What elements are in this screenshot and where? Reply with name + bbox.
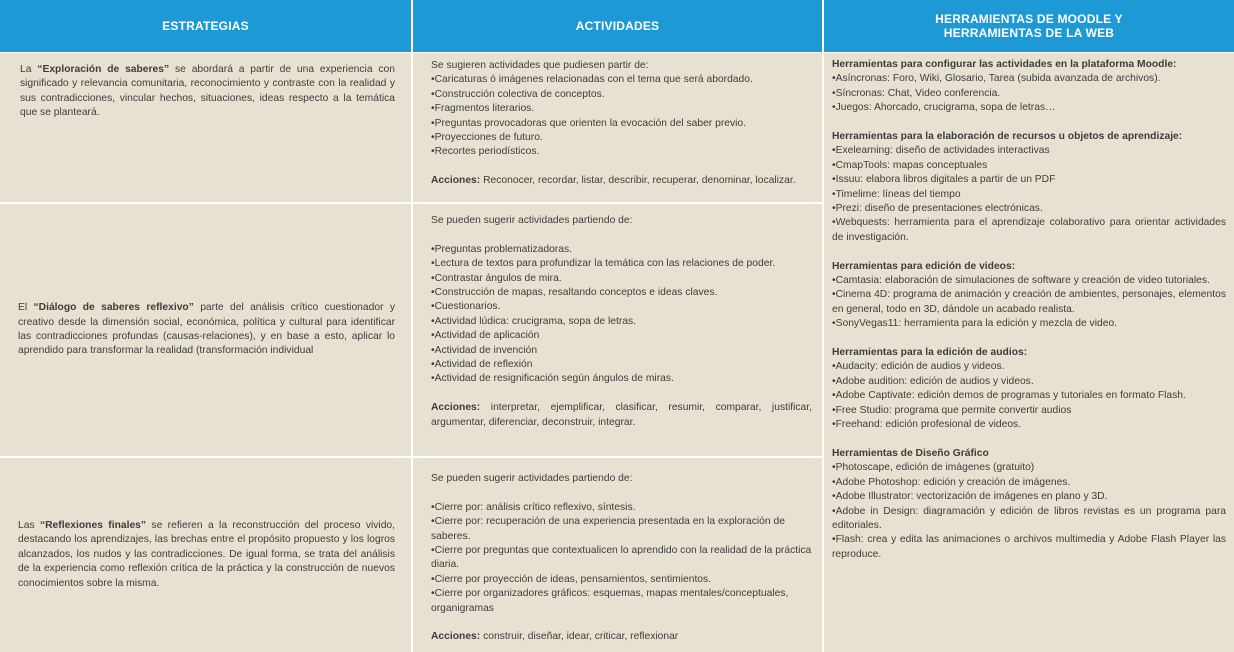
strategy-1-pre: La <box>20 64 38 75</box>
tools-section-title: Herramientas para la edición de audios: <box>832 347 1028 359</box>
list-item: •Cierre por: recuperación de una experiencia presentada en la exploración de saberes. <box>431 516 785 542</box>
acciones-text: construir, diseñar, idear, criticar, reflexionar <box>480 631 679 643</box>
activity-3-intro: Se pueden sugerir actividades partiendo de: <box>431 473 633 484</box>
list-item: •Adobe in Design: diagramación y edición de libros revistas es un programa para editoriales. <box>832 505 1226 531</box>
acciones-text: Reconocer, recordar, listar, describir, recuperar, denominar, localizar. <box>480 175 796 187</box>
header-herramientas-line1: HERRAMIENTAS DE MOODLE Y <box>935 12 1123 26</box>
list-item: •Contrastar ángulos de mira. <box>431 272 562 284</box>
tools-cell <box>824 53 1234 652</box>
list-item: •Adobe Photoshop: edición y creación de imágenes. <box>832 476 1071 488</box>
list-item: •Cierre por: análisis crítico reflexivo, síntesis. <box>431 501 636 513</box>
header-herramientas <box>824 0 1234 52</box>
list-item: •CmapTools: mapas conceptuales <box>832 159 988 171</box>
list-item: •Adobe audition: edición de audios y videos. <box>832 375 1034 387</box>
list-item: •Exelearning: diseño de actividades interactivas <box>832 145 1050 157</box>
acciones-label: Acciones: <box>431 175 481 187</box>
acciones-text: interpretar, ejemplificar, clasificar, resumir, comparar, justificar, argumentar, diferenciar, deconstruir, integrar. <box>431 402 812 428</box>
strategy-cell-1 <box>0 53 411 202</box>
list-item: •Cierre por proyección de ideas, pensamientos, sentimientos. <box>431 573 712 585</box>
list-item: •Preguntas problematizadoras. <box>431 243 572 255</box>
strategy-3-title: “Reflexiones finales” <box>39 519 147 531</box>
list-item: •Free Studio: programa que permite convertir audios <box>832 404 1072 416</box>
list-item: •Construcción de mapas, resaltando conceptos e ideas claves. <box>431 287 718 299</box>
list-item: •Actividad lúdica: crucigrama, sopa de letras. <box>431 315 637 327</box>
tools-section-title: Herramientas de Diseño Gráfico <box>832 447 989 459</box>
list-item: •Síncronas: Chat, Video conferencia. <box>832 87 1001 99</box>
list-item: •Actividad de reflexión <box>431 359 533 371</box>
strategy-text-3 <box>18 519 395 591</box>
activity-1-acciones <box>431 174 812 188</box>
strategy-2-title: “Diálogo de saberes reflexivo” <box>33 302 194 314</box>
strategy-text-2 <box>18 301 395 359</box>
list-item: •Caricaturas ó imágenes relacionadas con el tema que será abordado. <box>431 74 753 86</box>
tools-section-title: Herramientas para edición de videos: <box>832 260 1016 272</box>
list-item: •Prezi: diseño de presentaciones electrónicas. <box>832 203 1043 215</box>
strategy-cell-2 <box>0 204 411 456</box>
activity-cell-3 <box>413 458 822 652</box>
list-item: •Timelime: líneas del tiempo <box>832 188 961 200</box>
list-item: •Flash: crea y edita las animaciones o archivos multimedia y Adobe Flash Player las reproduce. <box>832 534 1226 560</box>
activity-2-intro: Se pueden sugerir actividades partiendo de: <box>431 215 633 226</box>
header-estrategias <box>0 0 411 52</box>
tools-section-title: Herramientas para configurar las actividades en la plataforma Moodle: <box>832 59 1177 70</box>
list-item: •Recortes periodísticos. <box>431 146 540 158</box>
list-item: •SonyVegas11: herramienta para la edición y mezcla de video. <box>832 318 1118 330</box>
strategy-1-body: se abordará a partir de una experiencia con significado y relevancia comunitaria, reconocimiento y contraste con la realidad y sus contradicciones, vincular hechos, situaciones, ideas respecto a la temática que se planteará. <box>20 64 396 119</box>
activity-3-acciones <box>431 630 812 644</box>
activity-cell-2 <box>413 204 822 456</box>
list-item: •Actividad de resignificación según ángulos de miras. <box>431 373 674 385</box>
activity-cell-1 <box>413 53 822 202</box>
header-actividades-label: ACTIVIDADES <box>575 19 660 33</box>
list-item: •Cierre por preguntas que contextualicen lo aprendido con la realidad de la práctica diaria. <box>431 545 812 571</box>
header-estrategias-label: ESTRATEGIAS <box>162 19 249 33</box>
list-item: •Preguntas provocadoras que orienten la evocación del saber previo. <box>431 117 746 129</box>
acciones-label: Acciones: <box>431 631 481 643</box>
list-item: •Asíncronas: Foro, Wiki, Glosario, Tarea (subida avanzada de archivos). <box>832 73 1161 85</box>
strategy-1-title: “Exploración de saberes” <box>37 64 170 75</box>
strategy-3-body: se refieren a la reconstrucción del proceso vivido, destacando los aprendizajes, las brechas entre el propósito propuesto y los logros alcanzados, los nudos y las contradicciones. De igual forma, se trata del análisis de la experiencia como reflexión crítica de la práctica y la construcción de nuevos conocimientos sobre la misma. <box>18 519 396 589</box>
strategy-2-body: parte del análisis crítico cuestionador y creativo desde la dimensión social, económica, política y cultural para identificar las contradicciones profundas (causas-relaciones), y en base a esto, aplicar lo aprendido para transformar la realidad (transformación individual <box>18 302 395 357</box>
list-item: •Lectura de textos para profundizar la temática con las relaciones de poder. <box>431 258 776 270</box>
tools-section-title: Herramientas para la elaboración de recursos u objetos de aprendizaje: <box>832 131 1183 143</box>
list-item: •Webquests: herramienta para el aprendizaje colaborativo para orientar actividades de investigación. <box>832 217 1226 243</box>
list-item: •Issuu: elabora libros digitales a partir de un PDF <box>832 174 1056 186</box>
strategy-text-1 <box>20 63 395 121</box>
header-herramientas-line2: HERRAMIENTAS DE LA WEB <box>943 26 1115 40</box>
list-item: •Actividad de invención <box>431 344 538 356</box>
list-item: •Cinema 4D: programa de animación y creación de ambientes, personajes, elementos en general, todo en 3D, dándole un acabado realista. <box>832 289 1226 315</box>
list-item: •Cuestionarios. <box>431 301 501 313</box>
activity-2-acciones <box>431 401 812 430</box>
list-item: •Camtasia: elaboración de simulaciones de software y creación de video tutoriales. <box>832 275 1210 287</box>
list-item: •Actividad de aplicación <box>431 330 540 342</box>
list-item: •Fragmentos literarios. <box>431 103 535 115</box>
list-item: •Juegos: Ahorcado, crucigrama, sopa de letras… <box>832 102 1056 114</box>
strategy-cell-3 <box>0 458 411 652</box>
acciones-label: Acciones: <box>431 402 481 414</box>
list-item: •Cierre por organizadores gráficos: esquemas, mapas mentales/conceptuales, organigramas <box>431 588 789 614</box>
activity-1-intro: Se sugieren actividades que pudiesen partir de: <box>431 60 649 71</box>
list-item: •Audacity: edición de audios y videos. <box>832 361 1005 373</box>
list-item: •Construcción colectiva de conceptos. <box>431 88 605 100</box>
list-item: •Proyecciones de futuro. <box>431 132 543 144</box>
list-item: •Freehand: edición profesional de videos. <box>832 419 1022 431</box>
list-item: •Adobe Illustrator: vectorización de imágenes en plano y 3D. <box>832 491 1108 503</box>
header-herramientas-label <box>935 12 1123 40</box>
strategy-3-pre: Las <box>18 519 40 531</box>
list-item: •Adobe Captivate: edición demos de programas y tutoriales en formato Flash. <box>832 390 1186 402</box>
header-actividades <box>413 0 822 52</box>
strategy-2-pre: El <box>18 302 34 314</box>
list-item: •Photoscape, edición de imágenes (gratuito) <box>832 462 1035 474</box>
